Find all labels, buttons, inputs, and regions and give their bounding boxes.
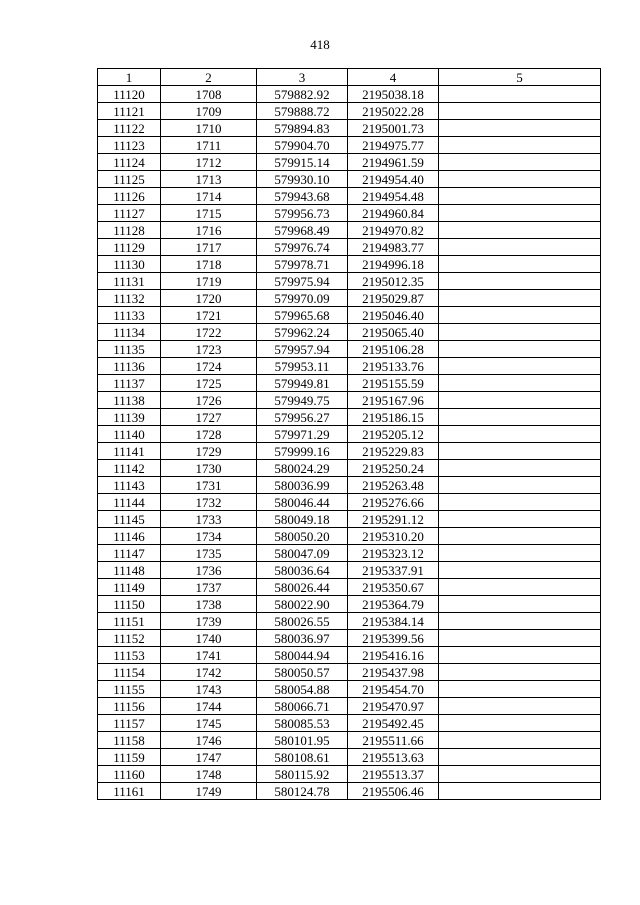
y-coordinate-cell: 2195012.35: [348, 273, 439, 290]
y-coordinate-cell: 2195046.40: [348, 307, 439, 324]
note-cell: [439, 494, 601, 511]
y-coordinate-cell: 2195001.73: [348, 120, 439, 137]
x-coordinate-cell: 580108.61: [257, 749, 348, 766]
table-row: [98, 222, 601, 239]
table-row: [98, 749, 601, 766]
row-number-cell: 11136: [98, 358, 161, 375]
y-coordinate-cell: 2195506.46: [348, 783, 439, 800]
point-number-cell: 1726: [161, 392, 257, 409]
point-number-cell: 1728: [161, 426, 257, 443]
note-cell: [439, 256, 601, 273]
table-row: [98, 205, 601, 222]
row-number-cell: 11155: [98, 681, 161, 698]
x-coordinate-cell: 580046.44: [257, 494, 348, 511]
table-row: [98, 239, 601, 256]
y-coordinate-cell: 2195038.18: [348, 86, 439, 103]
y-coordinate-cell: 2195155.59: [348, 375, 439, 392]
x-coordinate-cell: 579999.16: [257, 443, 348, 460]
point-number-cell: 1740: [161, 630, 257, 647]
note-cell: [439, 749, 601, 766]
table-row: [98, 324, 601, 341]
row-number-cell: 11131: [98, 273, 161, 290]
row-number-cell: 11120: [98, 86, 161, 103]
row-number-cell: 11140: [98, 426, 161, 443]
note-cell: [439, 358, 601, 375]
table-row: [98, 511, 601, 528]
y-coordinate-cell: 2195310.20: [348, 528, 439, 545]
point-number-cell: 1719: [161, 273, 257, 290]
x-coordinate-cell: 580036.64: [257, 562, 348, 579]
x-coordinate-cell: 580050.57: [257, 664, 348, 681]
table-row: [98, 766, 601, 783]
point-number-cell: 1724: [161, 358, 257, 375]
point-number-cell: 1711: [161, 137, 257, 154]
row-number-cell: 11126: [98, 188, 161, 205]
note-cell: [439, 698, 601, 715]
point-number-cell: 1721: [161, 307, 257, 324]
point-number-cell: 1716: [161, 222, 257, 239]
row-number-cell: 11122: [98, 120, 161, 137]
note-cell: [439, 222, 601, 239]
row-number-cell: 11142: [98, 460, 161, 477]
page-number: 418: [310, 37, 330, 52]
table-row: [98, 579, 601, 596]
y-coordinate-cell: 2195133.76: [348, 358, 439, 375]
x-coordinate-cell: 579970.09: [257, 290, 348, 307]
x-coordinate-cell: 580047.09: [257, 545, 348, 562]
row-number-cell: 11125: [98, 171, 161, 188]
table-row: [98, 341, 601, 358]
point-number-cell: 1713: [161, 171, 257, 188]
y-coordinate-cell: 2195065.40: [348, 324, 439, 341]
x-coordinate-cell: 579957.94: [257, 341, 348, 358]
point-number-cell: 1729: [161, 443, 257, 460]
header-cell-3: 3: [257, 69, 348, 86]
y-coordinate-cell: 2195384.14: [348, 613, 439, 630]
table-row: [98, 494, 601, 511]
y-coordinate-cell: 2195399.56: [348, 630, 439, 647]
point-number-cell: 1745: [161, 715, 257, 732]
x-coordinate-cell: 580036.97: [257, 630, 348, 647]
y-coordinate-cell: 2195291.12: [348, 511, 439, 528]
table-row: [98, 307, 601, 324]
x-coordinate-cell: 580054.88: [257, 681, 348, 698]
table-row: [98, 358, 601, 375]
note-cell: [439, 511, 601, 528]
row-number-cell: 11129: [98, 239, 161, 256]
point-number-cell: 1744: [161, 698, 257, 715]
row-number-cell: 11151: [98, 613, 161, 630]
note-cell: [439, 324, 601, 341]
y-coordinate-cell: 2195513.37: [348, 766, 439, 783]
table-row: [98, 137, 601, 154]
note-cell: [439, 664, 601, 681]
x-coordinate-cell: 579915.14: [257, 154, 348, 171]
table-row: [98, 477, 601, 494]
row-number-cell: 11153: [98, 647, 161, 664]
row-number-cell: 11144: [98, 494, 161, 511]
x-coordinate-cell: 580026.44: [257, 579, 348, 596]
y-coordinate-cell: 2194983.77: [348, 239, 439, 256]
table-row: [98, 647, 601, 664]
note-cell: [439, 443, 601, 460]
x-coordinate-cell: 580101.95: [257, 732, 348, 749]
table-row: [98, 630, 601, 647]
row-number-cell: 11156: [98, 698, 161, 715]
table-row: [98, 562, 601, 579]
table-row: [98, 120, 601, 137]
table-row: [98, 528, 601, 545]
row-number-cell: 11157: [98, 715, 161, 732]
note-cell: [439, 392, 601, 409]
note-cell: [439, 579, 601, 596]
table-row: [98, 426, 601, 443]
y-coordinate-cell: 2195205.12: [348, 426, 439, 443]
row-number-cell: 11137: [98, 375, 161, 392]
x-coordinate-cell: 580044.94: [257, 647, 348, 664]
row-number-cell: 11161: [98, 783, 161, 800]
point-number-cell: 1746: [161, 732, 257, 749]
point-number-cell: 1715: [161, 205, 257, 222]
x-coordinate-cell: 579965.68: [257, 307, 348, 324]
note-cell: [439, 460, 601, 477]
note-cell: [439, 715, 601, 732]
row-number-cell: 11134: [98, 324, 161, 341]
point-number-cell: 1733: [161, 511, 257, 528]
row-number-cell: 11145: [98, 511, 161, 528]
table-header: [98, 69, 601, 86]
row-number-cell: 11130: [98, 256, 161, 273]
row-number-cell: 11158: [98, 732, 161, 749]
header-row: [98, 69, 601, 86]
x-coordinate-cell: 579894.83: [257, 120, 348, 137]
x-coordinate-cell: 579949.75: [257, 392, 348, 409]
x-coordinate-cell: 579975.94: [257, 273, 348, 290]
table-row: [98, 375, 601, 392]
note-cell: [439, 205, 601, 222]
table-row: [98, 188, 601, 205]
table-row: [98, 154, 601, 171]
x-coordinate-cell: 580024.29: [257, 460, 348, 477]
table-row: [98, 732, 601, 749]
table-row: [98, 290, 601, 307]
note-cell: [439, 409, 601, 426]
note-cell: [439, 307, 601, 324]
x-coordinate-cell: 580036.99: [257, 477, 348, 494]
table-row: [98, 103, 601, 120]
table-row: [98, 443, 601, 460]
note-cell: [439, 120, 601, 137]
y-coordinate-cell: 2195229.83: [348, 443, 439, 460]
y-coordinate-cell: 2195492.45: [348, 715, 439, 732]
note-cell: [439, 528, 601, 545]
table-row: [98, 545, 601, 562]
note-cell: [439, 86, 601, 103]
table-row: [98, 783, 601, 800]
note-cell: [439, 273, 601, 290]
point-number-cell: 1748: [161, 766, 257, 783]
x-coordinate-cell: 580115.92: [257, 766, 348, 783]
note-cell: [439, 647, 601, 664]
note-cell: [439, 426, 601, 443]
table-row: [98, 596, 601, 613]
y-coordinate-cell: 2195416.16: [348, 647, 439, 664]
note-cell: [439, 613, 601, 630]
point-number-cell: 1743: [161, 681, 257, 698]
y-coordinate-cell: 2195167.96: [348, 392, 439, 409]
y-coordinate-cell: 2195470.97: [348, 698, 439, 715]
point-number-cell: 1747: [161, 749, 257, 766]
table-row: [98, 171, 601, 188]
x-coordinate-cell: 579962.24: [257, 324, 348, 341]
y-coordinate-cell: 2195364.79: [348, 596, 439, 613]
row-number-cell: 11141: [98, 443, 161, 460]
y-coordinate-cell: 2194960.84: [348, 205, 439, 222]
x-coordinate-cell: 579930.10: [257, 171, 348, 188]
table-row: [98, 664, 601, 681]
point-number-cell: 1735: [161, 545, 257, 562]
table-row: [98, 715, 601, 732]
row-number-cell: 11133: [98, 307, 161, 324]
header-cell-1: 1: [98, 69, 161, 86]
x-coordinate-cell: 580124.78: [257, 783, 348, 800]
point-number-cell: 1710: [161, 120, 257, 137]
table-row: [98, 392, 601, 409]
row-number-cell: 11128: [98, 222, 161, 239]
x-coordinate-cell: 580050.20: [257, 528, 348, 545]
x-coordinate-cell: 580066.71: [257, 698, 348, 715]
row-number-cell: 11148: [98, 562, 161, 579]
row-number-cell: 11150: [98, 596, 161, 613]
point-number-cell: 1718: [161, 256, 257, 273]
x-coordinate-cell: 579971.29: [257, 426, 348, 443]
y-coordinate-cell: 2195263.48: [348, 477, 439, 494]
y-coordinate-cell: 2195513.63: [348, 749, 439, 766]
point-number-cell: 1736: [161, 562, 257, 579]
row-number-cell: 11123: [98, 137, 161, 154]
point-number-cell: 1741: [161, 647, 257, 664]
table-row: [98, 460, 601, 477]
y-coordinate-cell: 2195454.70: [348, 681, 439, 698]
x-coordinate-cell: 579953.11: [257, 358, 348, 375]
x-coordinate-cell: 579888.72: [257, 103, 348, 120]
row-number-cell: 11124: [98, 154, 161, 171]
note-cell: [439, 154, 601, 171]
header-cell-5: 5: [439, 69, 601, 86]
row-number-cell: 11139: [98, 409, 161, 426]
y-coordinate-cell: 2195022.28: [348, 103, 439, 120]
note-cell: [439, 630, 601, 647]
row-number-cell: 11143: [98, 477, 161, 494]
note-cell: [439, 681, 601, 698]
note-cell: [439, 562, 601, 579]
header-cell-4: 4: [348, 69, 439, 86]
row-number-cell: 11138: [98, 392, 161, 409]
table-row: [98, 409, 601, 426]
point-number-cell: 1717: [161, 239, 257, 256]
table-row: [98, 698, 601, 715]
note-cell: [439, 188, 601, 205]
row-number-cell: 11121: [98, 103, 161, 120]
coordinates-table: [97, 68, 601, 800]
row-number-cell: 11159: [98, 749, 161, 766]
row-number-cell: 11132: [98, 290, 161, 307]
row-number-cell: 11149: [98, 579, 161, 596]
y-coordinate-cell: 2194954.48: [348, 188, 439, 205]
point-number-cell: 1712: [161, 154, 257, 171]
note-cell: [439, 341, 601, 358]
point-number-cell: 1720: [161, 290, 257, 307]
point-number-cell: 1725: [161, 375, 257, 392]
table-row: [98, 256, 601, 273]
row-number-cell: 11147: [98, 545, 161, 562]
y-coordinate-cell: 2194961.59: [348, 154, 439, 171]
row-number-cell: 11127: [98, 205, 161, 222]
point-number-cell: 1727: [161, 409, 257, 426]
point-number-cell: 1739: [161, 613, 257, 630]
x-coordinate-cell: 579978.71: [257, 256, 348, 273]
y-coordinate-cell: 2194970.82: [348, 222, 439, 239]
x-coordinate-cell: 580085.53: [257, 715, 348, 732]
point-number-cell: 1722: [161, 324, 257, 341]
note-cell: [439, 375, 601, 392]
note-cell: [439, 477, 601, 494]
x-coordinate-cell: 579949.81: [257, 375, 348, 392]
y-coordinate-cell: 2195029.87: [348, 290, 439, 307]
x-coordinate-cell: 580049.18: [257, 511, 348, 528]
y-coordinate-cell: 2194975.77: [348, 137, 439, 154]
table-body: [98, 86, 601, 800]
note-cell: [439, 290, 601, 307]
y-coordinate-cell: 2195186.15: [348, 409, 439, 426]
note-cell: [439, 766, 601, 783]
point-number-cell: 1723: [161, 341, 257, 358]
note-cell: [439, 545, 601, 562]
point-number-cell: 1742: [161, 664, 257, 681]
note-cell: [439, 103, 601, 120]
point-number-cell: 1730: [161, 460, 257, 477]
point-number-cell: 1738: [161, 596, 257, 613]
x-coordinate-cell: 580022.90: [257, 596, 348, 613]
table-row: [98, 613, 601, 630]
header-cell-2: 2: [161, 69, 257, 86]
note-cell: [439, 239, 601, 256]
row-number-cell: 11135: [98, 341, 161, 358]
x-coordinate-cell: 579956.73: [257, 205, 348, 222]
y-coordinate-cell: 2195323.12: [348, 545, 439, 562]
x-coordinate-cell: 579904.70: [257, 137, 348, 154]
y-coordinate-cell: 2194996.18: [348, 256, 439, 273]
y-coordinate-cell: 2195250.24: [348, 460, 439, 477]
point-number-cell: 1709: [161, 103, 257, 120]
note-cell: [439, 596, 601, 613]
point-number-cell: 1732: [161, 494, 257, 511]
y-coordinate-cell: 2195337.91: [348, 562, 439, 579]
point-number-cell: 1734: [161, 528, 257, 545]
row-number-cell: 11154: [98, 664, 161, 681]
table-row: [98, 86, 601, 103]
y-coordinate-cell: 2195106.28: [348, 341, 439, 358]
y-coordinate-cell: 2195350.67: [348, 579, 439, 596]
x-coordinate-cell: 579956.27: [257, 409, 348, 426]
table-row: [98, 681, 601, 698]
note-cell: [439, 732, 601, 749]
y-coordinate-cell: 2195437.98: [348, 664, 439, 681]
point-number-cell: 1737: [161, 579, 257, 596]
x-coordinate-cell: 580026.55: [257, 613, 348, 630]
y-coordinate-cell: 2194954.40: [348, 171, 439, 188]
x-coordinate-cell: 579943.68: [257, 188, 348, 205]
point-number-cell: 1714: [161, 188, 257, 205]
note-cell: [439, 137, 601, 154]
point-number-cell: 1731: [161, 477, 257, 494]
point-number-cell: 1708: [161, 86, 257, 103]
row-number-cell: 11152: [98, 630, 161, 647]
note-cell: [439, 783, 601, 800]
note-cell: [439, 171, 601, 188]
y-coordinate-cell: 2195276.66: [348, 494, 439, 511]
y-coordinate-cell: 2195511.66: [348, 732, 439, 749]
x-coordinate-cell: 579976.74: [257, 239, 348, 256]
x-coordinate-cell: 579882.92: [257, 86, 348, 103]
row-number-cell: 11160: [98, 766, 161, 783]
x-coordinate-cell: 579968.49: [257, 222, 348, 239]
point-number-cell: 1749: [161, 783, 257, 800]
table-row: [98, 273, 601, 290]
row-number-cell: 11146: [98, 528, 161, 545]
